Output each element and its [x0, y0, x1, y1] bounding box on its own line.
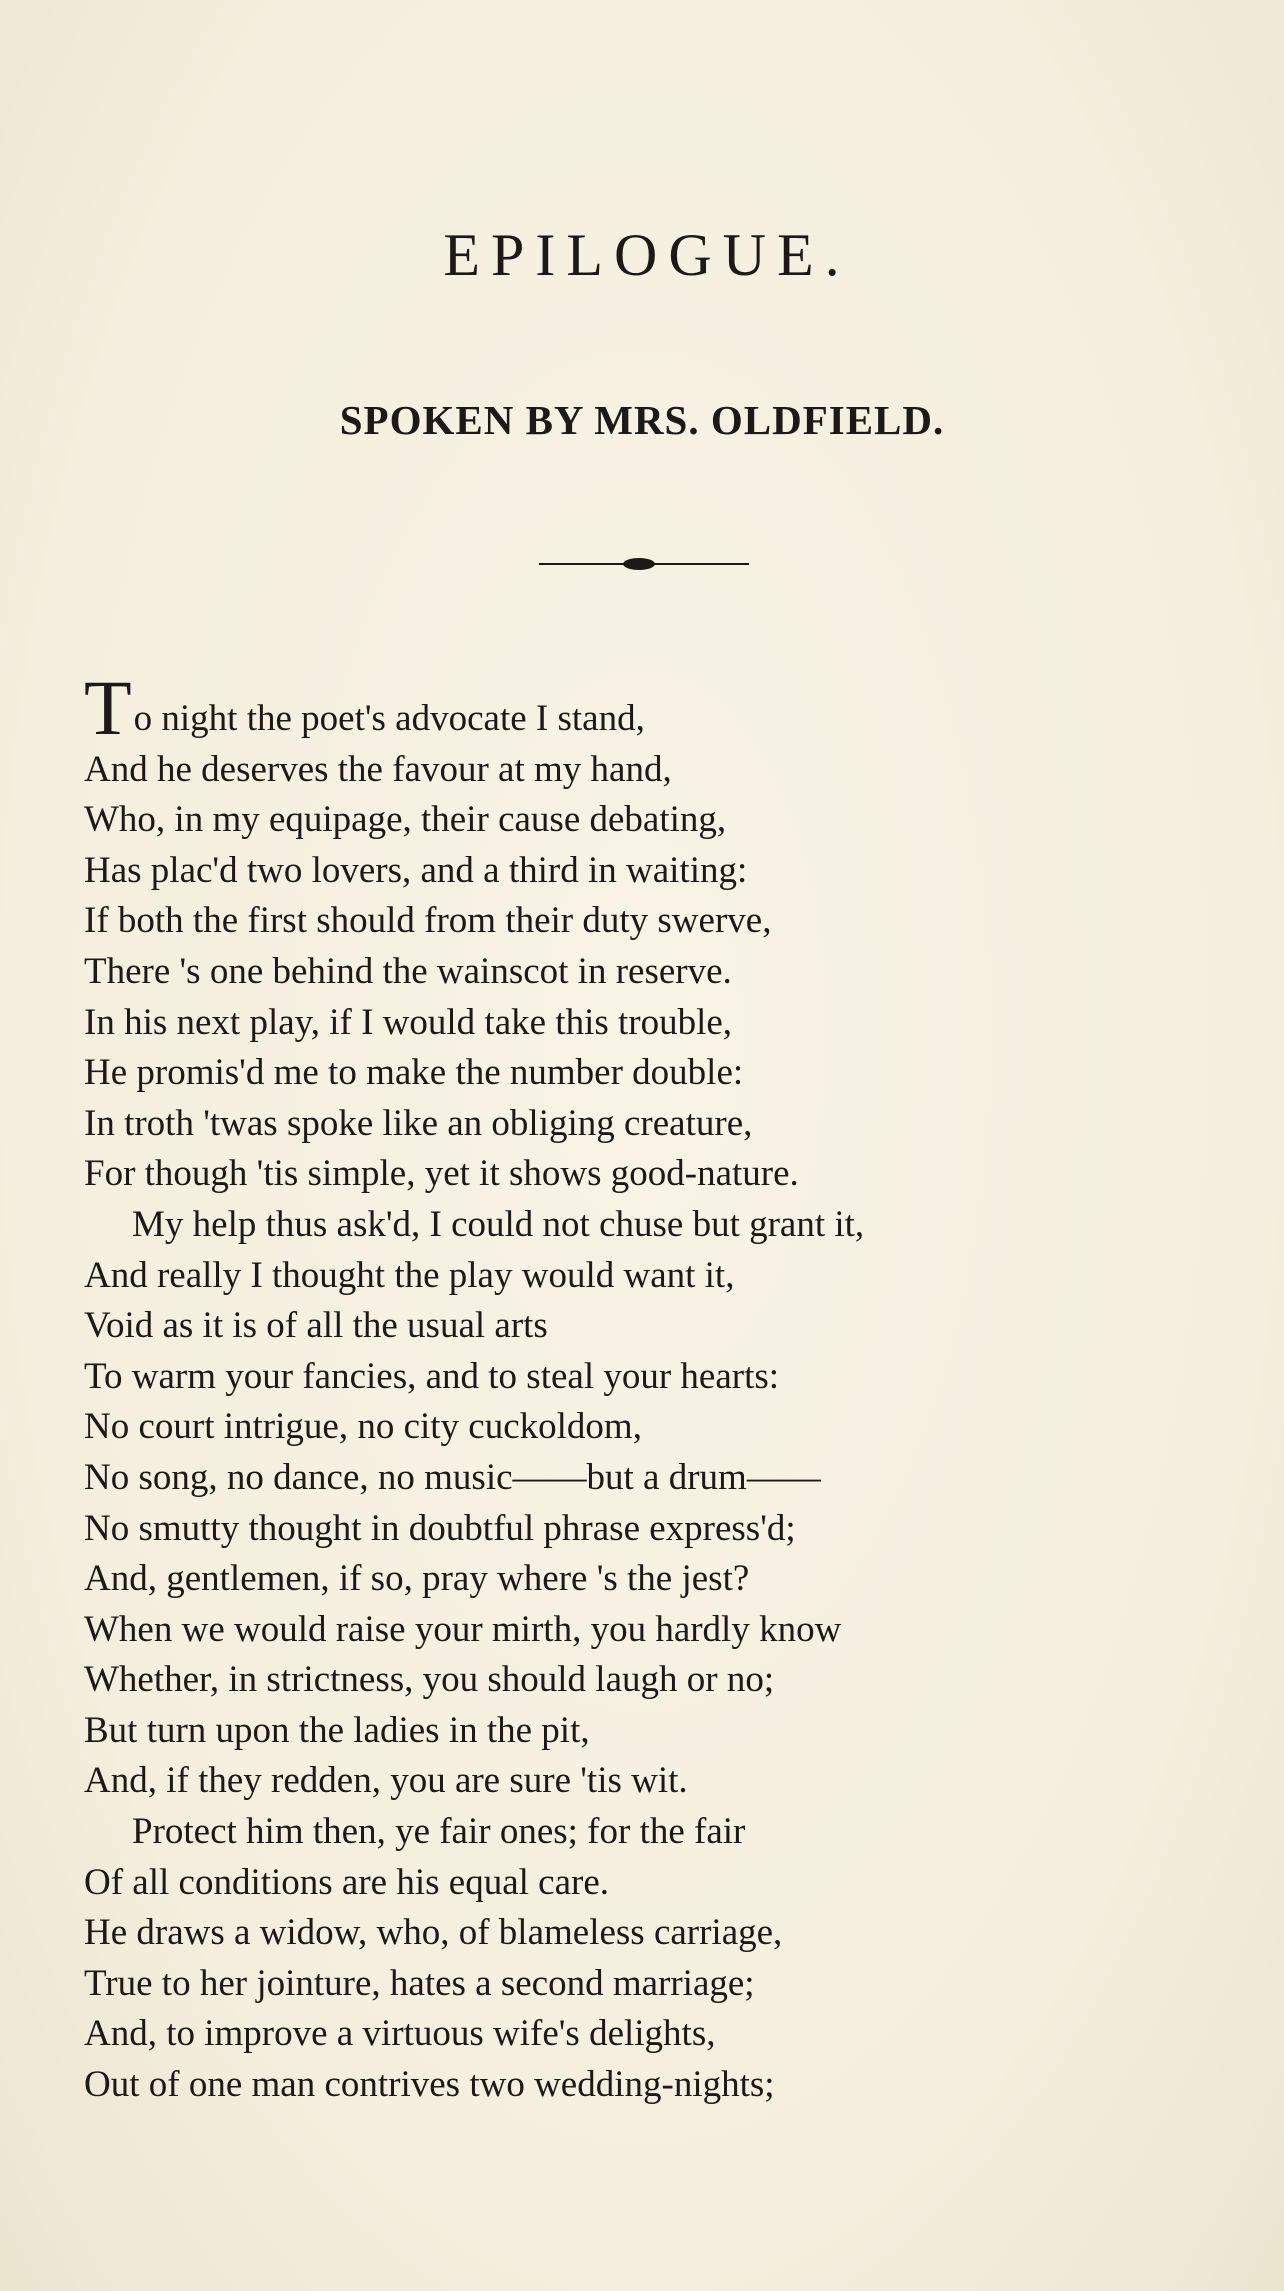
- first-line-text: o night the poet's advocate I stand,: [133, 698, 645, 739]
- poem-line: For though 'tis simple, yet it shows good-nature.: [84, 1153, 799, 1195]
- poem-line: True to her jointure, hates a second marriage;: [84, 1962, 755, 2004]
- poem-line: To warm your fancies, and to steal your hearts:: [84, 1355, 780, 1397]
- poem-line-first: [84, 664, 1244, 751]
- poem-line: And, if they redden, you are sure 'tis wit.: [84, 1760, 688, 1802]
- poem-line: My help thus ask'd, I could not chuse but grant it,: [132, 1203, 865, 1245]
- poem-line: And, gentlemen, if so, pray where 's the jest?: [84, 1558, 750, 1600]
- poem-line: In his next play, if I would take this trouble,: [84, 1001, 733, 1043]
- poem-line: Who, in my equipage, their cause debating,: [84, 799, 727, 841]
- poem-line: Protect him then, ye fair ones; for the fair: [132, 1811, 746, 1853]
- ornament-rule: [539, 555, 749, 573]
- page-title: EPILOGUE.: [443, 222, 851, 288]
- poem-line: Out of one man contrives two wedding-nights;: [84, 2064, 775, 2106]
- poem-line: Void as it is of all the usual arts: [84, 1305, 548, 1347]
- poem-line: And he deserves the favour at my hand,: [84, 748, 672, 790]
- poem-text: [84, 664, 1244, 2111]
- poem-line: There 's one behind the wainscot in reserve.: [84, 950, 732, 992]
- poem-line: No song, no dance, no music——but a drum——: [84, 1456, 821, 1498]
- poem-line: He draws a widow, who, of blameless carriage,: [84, 1912, 783, 1954]
- poem-line: No smutty thought in doubtful phrase express'd;: [84, 1507, 796, 1549]
- poem-line: Whether, in strictness, you should laugh or no;: [84, 1659, 775, 1701]
- poem-line: And, to improve a virtuous wife's delights,: [84, 2013, 716, 2055]
- poem-line: No court intrigue, no city cuckoldom,: [84, 1406, 642, 1448]
- poem-line: In troth 'twas spoke like an obliging creature,: [84, 1102, 753, 1144]
- poem-line: Of all conditions are his equal care.: [84, 1861, 609, 1903]
- poem-line: But turn upon the ladies in the pit,: [84, 1709, 590, 1751]
- poem-line: Has plac'd two lovers, and a third in waiting:: [84, 849, 748, 891]
- poem-line: If both the first should from their duty swerve,: [84, 900, 772, 942]
- drop-cap: T: [84, 664, 132, 751]
- poem-line: When we would raise your mirth, you hardly know: [84, 1608, 842, 1650]
- page-subtitle: SPOKEN BY MRS. OLDFIELD.: [339, 397, 945, 443]
- poem-line: He promis'd me to make the number double:: [84, 1052, 744, 1094]
- poem-line: And really I thought the play would want it,: [84, 1254, 735, 1296]
